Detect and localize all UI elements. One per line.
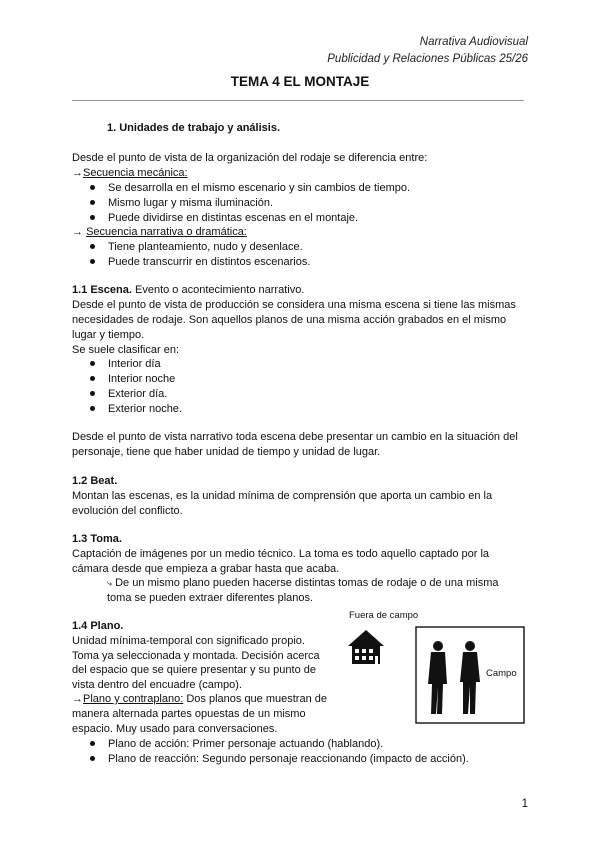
bullet-icon (90, 741, 95, 746)
bullet-icon (90, 376, 95, 381)
section-intro: Desde el punto de vista de la organización del rodaje se diferencia entre: (72, 152, 428, 164)
paragraph-line: toma se pueden extraer diferentes planos. (107, 592, 314, 604)
bullet-icon (90, 361, 95, 366)
person-silhouette-icon (460, 641, 480, 714)
paragraph-line: del espacio que se quiere presentar y su punto de (72, 664, 316, 676)
paragraph-line: lugar y tiempo. (72, 329, 145, 341)
title-divider (72, 100, 524, 101)
page-number: 1 (521, 798, 528, 810)
list-item: Interior noche (90, 372, 175, 387)
bullet-icon (90, 756, 95, 761)
paragraph-line: Toma ya seleccionada y montada. Decisión acerca (72, 650, 320, 662)
paragraph-line: Unidad mínima-temporal con significado propio. (72, 635, 305, 647)
page-title: TEMA 4 EL MONTAJE (230, 74, 370, 89)
bullet-icon (90, 244, 95, 249)
off-screen-label: Fuera de campo (349, 610, 419, 621)
bullet-icon (90, 185, 95, 190)
list-item: Tiene planteamiento, nudo y desenlace. (90, 240, 303, 255)
paragraph-line: manera alternada partes opuestas de un mismo (72, 708, 306, 720)
beat-heading: 1.2 Beat. (72, 475, 118, 487)
on-screen-label: Campo (486, 668, 517, 679)
list-item: Se desarrolla en el mismo escenario y sin cambios de tiempo. (90, 181, 410, 196)
paragraph-line: Desde el punto de vista de producción se considera una misma escena si tiene las mismas (72, 299, 516, 311)
narrative-sequence-term: Secuencia narrativa o dramática: (86, 226, 247, 238)
narrative-sequence-label (72, 225, 247, 240)
list-item: Exterior noche. (90, 402, 182, 417)
header-course: Narrativa Audiovisual (419, 36, 528, 48)
paragraph-line: cámara desde que empieza a grabar hasta que acaba. (72, 563, 340, 575)
toma-heading: 1.3 Toma. (72, 533, 122, 545)
header-degree: Publicidad y Relaciones Públicas 25/26 (327, 53, 528, 65)
mechanical-sequence-term: Secuencia mecánica: (83, 167, 188, 179)
paragraph-line: Captación de imágenes por un medio técnico. La toma es todo aquello captado por la (72, 548, 490, 560)
return-arrow-icon: ⤷ (107, 578, 113, 588)
paragraph-line: personaje, tiene que haber unidad de tiempo y unidad de lugar. (72, 446, 381, 458)
list-item: Exterior día. (90, 387, 167, 402)
person-silhouette-icon (428, 641, 447, 714)
list-item: Plano de reacción: Segundo personaje reaccionando (impacto de acción). (90, 752, 469, 767)
paragraph-line: Se suele clasificar en: (72, 344, 179, 356)
mechanical-sequence-label (72, 166, 188, 181)
section-heading: 1. Unidades de trabajo y análisis. (107, 122, 281, 134)
arrow-icon: → (72, 226, 87, 238)
bullet-icon (90, 259, 95, 264)
bullet-icon (90, 215, 95, 220)
paragraph-line: espacio. Muy usado para conversaciones. (72, 723, 278, 735)
arrow-icon: → (72, 167, 83, 179)
paragraph-line: necesidades de rodaje. Son aquellos planos de una misma acción grabados en el mismo (72, 314, 507, 326)
shot-reverse-shot-label: →Plano y contraplano: Dos planos que muestran de (72, 693, 327, 705)
bullet-icon (90, 200, 95, 205)
list-item: Interior día (90, 357, 161, 372)
bullet-icon (90, 406, 95, 411)
paragraph-line: Montan las escenas, es la unidad mínima de comprensión que aporta un cambio en la (72, 490, 493, 502)
toma-note: ⤷ De un mismo plano pueden hacerse distintas tomas de rodaje o de una misma (107, 577, 499, 589)
escena-heading: 1.1 Escena. Evento o acontecimiento narrativo. (72, 284, 305, 296)
paragraph-line: evolución del conflicto. (72, 505, 183, 517)
bullet-icon (90, 391, 95, 396)
list-item: Plano de acción: Primer personaje actuando (hablando). (90, 737, 383, 752)
arrow-icon: → (72, 693, 83, 705)
list-item: Puede transcurrir en distintos escenarios. (90, 255, 310, 270)
list-item: Puede dividirse en distintas escenas en el montaje. (90, 211, 358, 226)
list-item: Mismo lugar y misma iluminación. (90, 196, 273, 211)
paragraph-line: Desde el punto de vista narrativo toda escena debe presentar un cambio en la situación del (72, 431, 518, 443)
plano-heading: 1.4 Plano. (72, 620, 124, 632)
house-icon (348, 630, 384, 664)
paragraph-line: vista dentro del encuadre (campo). (72, 679, 242, 691)
